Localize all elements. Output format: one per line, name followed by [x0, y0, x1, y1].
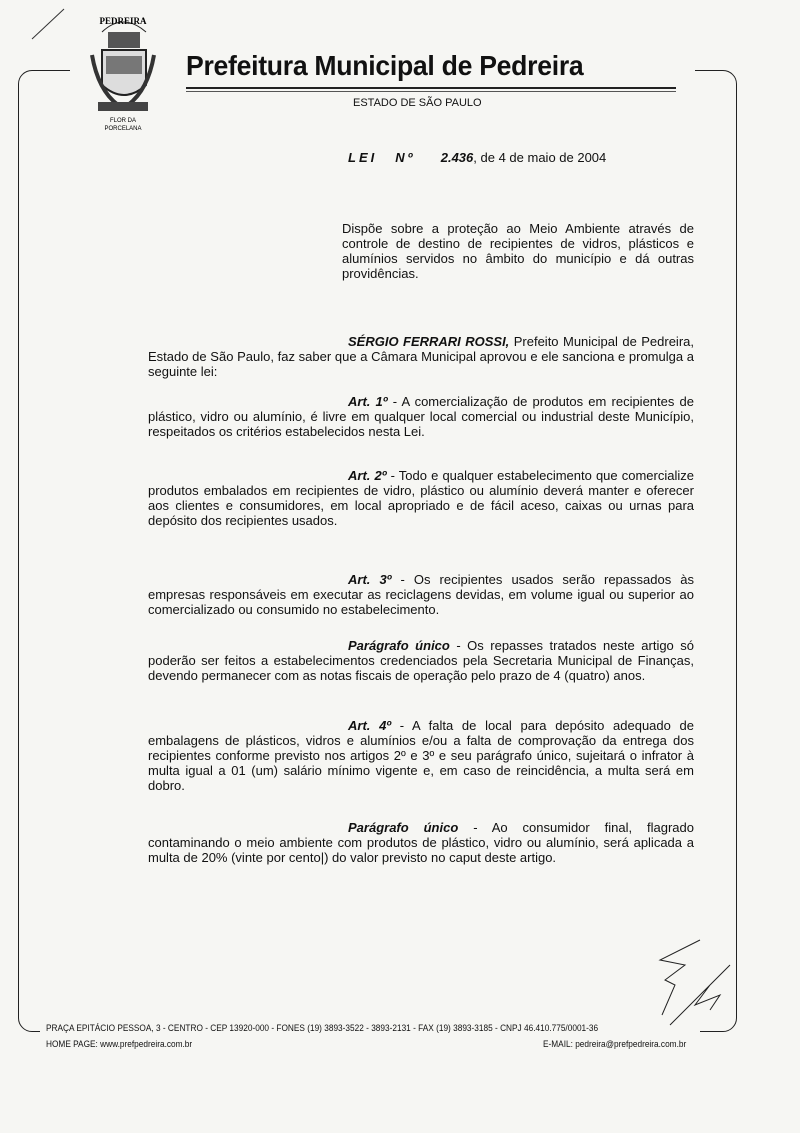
svg-text:PEDREIRA: PEDREIRA: [99, 16, 147, 26]
header-rule-thin: [186, 91, 676, 92]
svg-text:FLOR DA: FLOR DA: [109, 118, 137, 124]
article-3-paragraph: [148, 638, 694, 683]
mayor-name: SÉRGIO FERRARI ROSSI,: [348, 334, 510, 349]
article-text: - A falta de local para depósito adequado de embalagens de plásticos, vidros e alumínios e/ou a falta de comprovação da entrega dos recipientes conforme previsto nos artigos 2º e 3º e seu parágrafo único, sujeitará o infrator à multa igual a 01 (um) salário mínimo vigente e, em caso de reincidência, a multa será em dobro.: [148, 718, 695, 793]
preamble-text: Prefeito Municipal de Pedreira, Estado de São Paulo, faz saber que a Câmara Municipal aprovou e ele sanciona e promulga a seguinte lei:: [148, 334, 694, 379]
law-heading: [348, 150, 606, 165]
law-number: 2.436: [440, 150, 474, 165]
lei-label: LEI: [348, 150, 378, 165]
article-4: [148, 718, 694, 793]
article-label: Art. 1º: [348, 394, 388, 409]
article-3: [148, 572, 694, 617]
law-date: , de 4 de maio de 2004: [473, 150, 607, 165]
svg-text:PORCELANA: PORCELANA: [104, 126, 142, 132]
article-text: - Todo e qualquer estabelecimento que comercialize produtos embalados em recipientes de vidro, plástico ou alumínio deverá manter e oferecer aos clientes e consumidores, em local apropriado e de fácil aceso, caixas ou urnas para depósito dos recipientes usados.: [148, 468, 694, 528]
article-text: - A comercialização de produtos em recipientes de plástico, vidro ou alumínio, é livre em qualquer local comercial ou industrial deste Município, respeitados os critérios estabelecidos nesta Lei.: [148, 394, 694, 439]
paragraph-text: - Ao consumidor final, flagrado contaminando o meio ambiente com produtos de plástico, vidro ou alumínio, será aplicada a multa de 20% (vinte por cento|) do valor previsto no caput deste artigo.: [148, 820, 694, 865]
footer-homepage: HOME PAGE: www.prefpedreira.com.br: [46, 1039, 193, 1049]
number-label: Nº: [395, 150, 416, 165]
article-label: Art. 2º: [348, 468, 387, 483]
header-state: ESTADO DE SÃO PAULO: [353, 97, 482, 109]
paragraph-text: - Os repasses tratados neste artigo só poderão ser feitos a estabelecimentos credenciados pela Secretaria Municipal de Finanças, devendo permanecer com as notas fiscais de operação pelo prazo de 4 (quatro) anos.: [148, 638, 695, 683]
article-4-paragraph: [148, 820, 694, 865]
header-rule: [186, 87, 676, 89]
footer-address: PRAÇA EPITÁCIO PESSOA, 3 - CENTRO - CEP 13920-000 - FONES (19) 3893-3522 - 3893-2131 - FAX (19) 3893-3185 - CNPJ 46.410.775/0001-36: [46, 1023, 599, 1033]
signature: [640, 935, 750, 1035]
page-border: [18, 70, 737, 1032]
article-label: Art. 3º: [348, 572, 392, 587]
preamble: [148, 334, 694, 379]
article-label: Art. 4º: [348, 718, 392, 733]
header-title: Prefeitura Municipal de Pedreira: [186, 50, 584, 81]
municipal-crest-logo: [88, 10, 158, 140]
article-text: - Os recipientes usados serão repassados às empresas responsáveis em executar as reciclagens devidas, em volume igual ou superior ao comercializado ou consumido no estabelecimento.: [148, 572, 694, 617]
paragraph-label: Parágrafo único: [348, 820, 459, 835]
article-1: [148, 394, 694, 439]
footer-email: E-MAIL: pedreira@prefpedreira.com.br: [543, 1039, 687, 1049]
pen-mark: [28, 5, 68, 45]
paragraph-label: Parágrafo único: [348, 638, 450, 653]
law-summary: Dispõe sobre a proteção ao Meio Ambiente através de controle de destino de recipientes de vidros, plásticos e alumínios servidos no âmbito do município e dá outras providências.: [342, 221, 694, 281]
article-2: [148, 468, 694, 528]
